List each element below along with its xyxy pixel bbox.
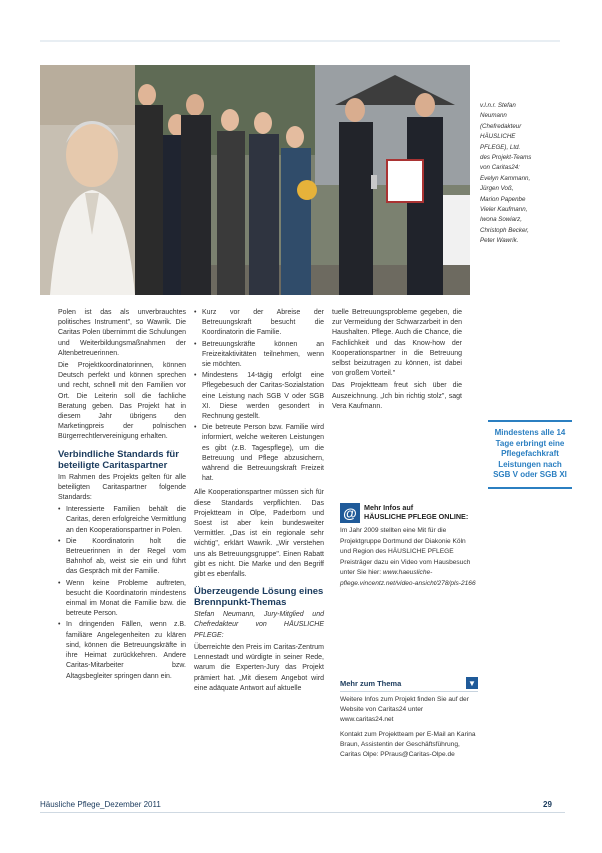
list-item: • Kurz vor der Abreise der Betreuungskraft besucht die Koordinatorin die Familie. [194,308,324,339]
list-item: • Die betreute Person bzw. Familie wird informiert, welche weiteren Leistungen es gibt (z.B. Tagespflege), um die Betreuung und Pflege abzusichern, während die Betreuungskraft Freizeit hat. [194,423,324,484]
at-icon: @ [340,503,360,523]
info-subtitle: HÄUSLICHE PFLEGE ONLINE: [364,512,469,521]
more-topic-box [340,677,478,760]
online-info-box [340,503,478,590]
article-column-3 [332,308,462,414]
paragraph: Das Projektteam freut sich über die Auszeichnung. „Ich bin richtig stolz", sagt Vera Kaufmann. [332,382,462,410]
standards-list [58,505,186,681]
caption-line: Neumann [480,112,507,120]
group-photo [135,65,470,295]
top-rule [40,40,560,42]
caption-line: PFLEGE), Ltd. [480,143,521,151]
caption-line: von Caritas24: [480,164,520,172]
caption-line: Jürgen Voß, [480,185,514,193]
article-column-1 [58,308,186,683]
paragraph: Die Projektkoordinatorinnen, können Deutsch perfekt und können sprechen und recht, schnell mit den Familien vor Ort. Die Leiterin soll die fachliche Beratung geben. Das Projekt hat in diesem Jahr übrigens den Marketingpreis der polnischen Bürgerrechtlervereinigung erhalten. [58,362,186,441]
chevron-down-icon: ▼ [466,677,478,689]
paragraph: Polen ist das als unverbrauchtes politisches Instrument", so Wawrik. Die Caritas Polen übernimmt die Schulungen und Weiterbildungsmaßnahmen der Altenbetreuerinnen. [58,309,186,357]
footer-rule [40,812,565,813]
caption-line: (Chefredakteur [480,122,522,130]
paragraph: Überreichte den Preis im Caritas-Zentrum Lennestadt und würdigte in seiner Rede, warum die Experten-Jury das Projekt prämiert hat. „Mit diesem Angebot wird eine adäquate Antwort auf aktuelle [194,643,324,692]
pull-quote: Mindestens alle 14 Tage erbringt eine Pflegefachkraft Leistungen nach SGB V oder SGB XI [488,420,572,489]
paragraph: Im Rahmen des Projekts gelten für alle beteiligten Caritaspartner folgende Standards: [58,473,186,502]
photo-caption [480,101,560,247]
caption-line: Christoph Becker, [480,226,529,234]
lead-text: Stefan Neumann, Jury-Mitglied und Chefredakteur von HÄUSLICHE PFLEGE: [194,611,324,639]
list-item: • Mindestens 14-tägig erfolgt eine Pflegebesuch der Caritas-Sozialstation eine Leistung nach SGB V oder SGB XI. Diese werden gesondert in Rechnung gestellt. [194,371,324,422]
info-body: Im Jahr 2009 stellten eine Mit für die Projektgruppe Dortmund der Diakonie Köln und Region des HÄUSLICHE PFLEGE Preisträger dazu ein Video vom Hausbesuch unter Sie hier: [340,527,471,577]
caption-line: HÄUSLICHE [480,133,516,141]
paragraph: Alle Kooperationspartner müssen sich für diese Standards verpflichten. Das Projektteam in Olpe, Paderborn und Soest ist aber kein bundesweiter Vermittler. „Das ist ein regionale sehr wichtig", erklärt Wawrik. „Wir verstehen uns als Betreuungsgruppe". Einen Rabatt gibt es nicht. Die Marke und den Begriff gibt es ebenfalls. [194,489,324,579]
standards-list-continued [194,308,324,484]
portrait-photo [40,65,135,295]
contact-text: Kontakt zum Projektteam per E-Mail an Karina Braun, Assistentin der Geschäftsführung, Caritas Olpe: PPraus@Caritas-Olpe.de [340,730,476,759]
paragraph: tuelle Betreuungsprobleme gegeben, die zur Vermeidung der Schwarzarbeit in den Haushalten. Pflege. Auch die Chance, die Fachlichkeit und das Know-how der Kooperationspartner in die Betreuung selbst beizutragen zu können, ist dabei von großem Vorteil." [332,309,462,378]
video-link[interactable]: www.haeusliche-pflege.vincentz.net/video-ansicht/278/pls-2166 [340,569,476,587]
page-number: 29 [543,800,552,809]
more-topic-title: Mehr zum Thema [340,678,402,688]
list-item: • Wenn keine Probleme auftreten, besucht die Koordinatorin mindestens einmal im Monat die Familie bzw. die betreute Person. [58,579,186,620]
more-topic-text: Weitere Infos zum Projekt finden Sie auf der Website von Caritas24 unter www.caritas24.net [340,696,469,724]
caption-line: Evelyn Kammann, [480,174,531,182]
list-item: • Interessierte Familien behält die Caritas, deren erfolgreiche Vermittlung an den Kooperationspartner in Polen. [58,505,186,536]
section-heading: Überzeugende Lösung eines Brennpunkt-Themas [194,586,324,609]
section-heading: Verbindliche Standards für beteiligte Caritaspartner [58,448,179,471]
caption-line: Vieler Kaufmann, [480,206,528,214]
info-title: Mehr Infos auf [364,503,414,512]
article-column-2 [194,308,324,696]
list-item: • Betreuungskräfte können an Freizeitaktivitäten teilnehmen, wenn sie möchten. [194,340,324,371]
footer-publication: Häusliche Pflege_Dezember 2011 [40,800,161,809]
caption-line: Iwona Sowiarz, [480,216,522,224]
caption-line: Marion Papenbe [480,195,526,203]
list-item: • In dringenden Fällen, wenn z.B. familiäre Angelegenheiten zu klären sind, können die Betreuungskräfte in ihre Heimat zurückkehren. Andere Caritas-Mitarbeiter bzw. Altagsbegleiter springen dann ein. [58,620,186,681]
list-item: • Die Koordinatorin holt die Betreuerinnen in der Regel vom Bahnhof ab, weist sie ein und führt das Gespräch mit der Familie. [58,537,186,578]
caption-line: des Projekt-Teams [480,154,532,162]
caption-line: Peter Wawrik. [480,237,519,245]
caption-line: v.l.n.r. Stefan [480,102,516,109]
